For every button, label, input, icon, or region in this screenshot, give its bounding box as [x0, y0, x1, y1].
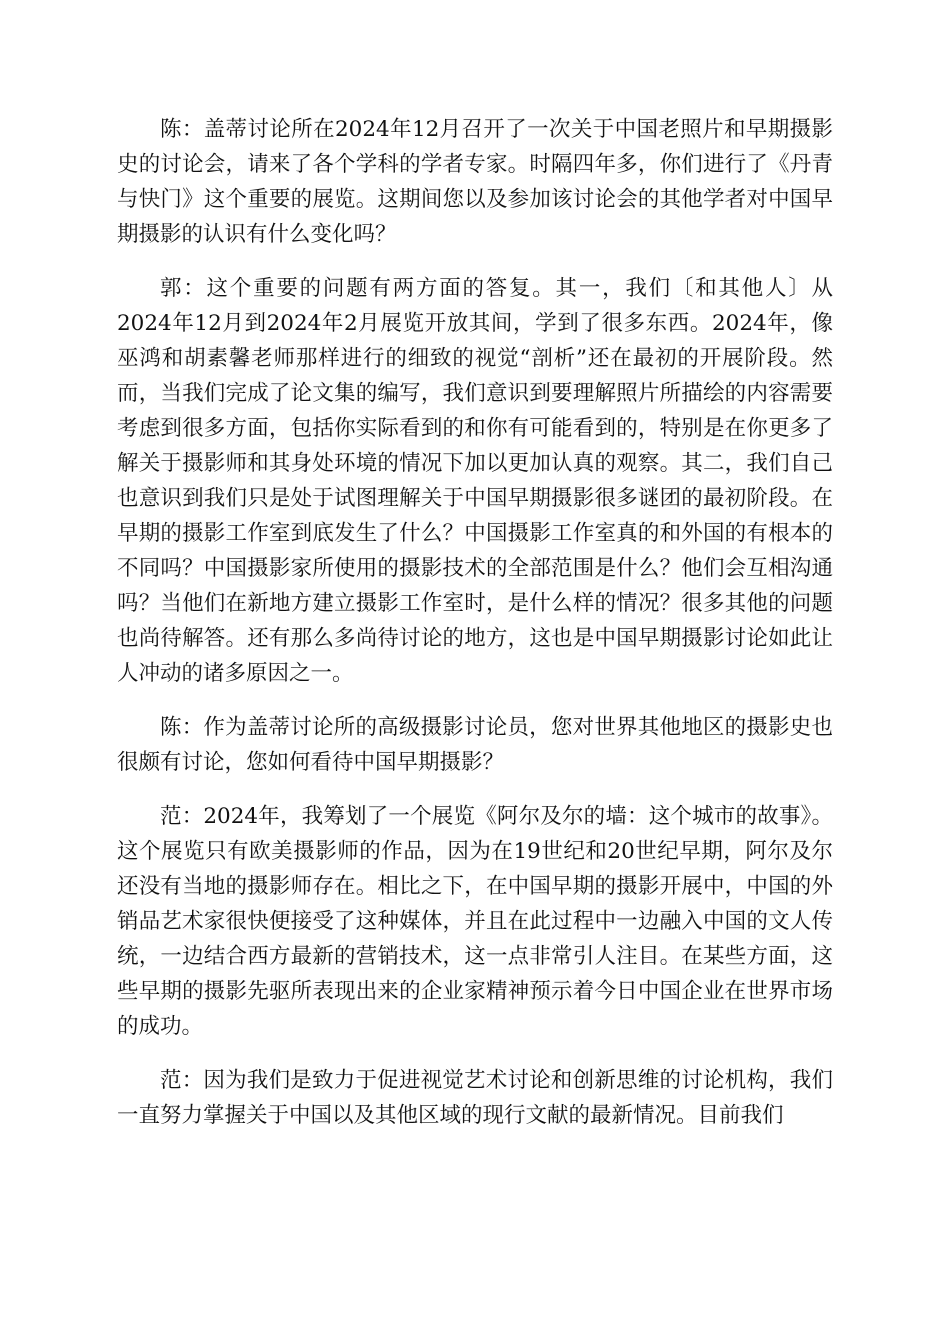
paragraph-chen-question-1: 陈：盖蒂讨论所在2024年12月召开了一次关于中国老照片和早期摄影史的讨论会，请来了各个学科的学者专家。时隔四年多，你们进行了《丹青与快门》这个重要的展览。这期间您以及参加该讨论会的其他学者对中国早期摄影的认识有什么变化吗？ [117, 117, 833, 247]
paragraph-guo-answer: 郭：这个重要的问题有两方面的答复。其一，我们〔和其他人〕从2024年12月到2024年2月展览开放其间，学到了很多东西。2024年，像巫鸿和胡素馨老师那样进行的细致的视觉“剖析”还在最初的开展阶段。然而，当我们完成了论文集的编写，我们意识到要理解照片所描绘的内容需要考虑到很多方面，包括你实际看到的和你有可能看到的，特别是在你更多了解关于摄影师和其身处环境的情况下加以更加认真的观察。其二，我们自己也意识到我们只是处于试图理解关于中国早期摄影很多谜团的最初阶段。在早期的摄影工作室到底发生了什么？中国摄影工作室真的和外国的有根本的不同吗？中国摄影家所使用的摄影技术的全部范围是什么？他们会互相沟通吗？当他们在新地方建立摄影工作室时，是什么样的情况？很多其他的问题也尚待解答。还有那么多尚待讨论的地方，这也是中国早期摄影讨论如此让人冲动的诸多原因之一。 [117, 276, 833, 686]
paragraph-fan-answer-2: 范：因为我们是致力于促进视觉艺术讨论和创新思维的讨论机构，我们一直努力掌握关于中国以及其他区域的现行文献的最新情况。目前我们 [117, 1068, 833, 1128]
document-page [117, 112, 833, 1152]
paragraph-chen-question-2: 陈：作为盖蒂讨论所的高级摄影讨论员，您对世界其他地区的摄影史也很颇有讨论，您如何看待中国早期摄影？ [117, 715, 833, 775]
paragraph-fan-answer-1: 范：2024年，我筹划了一个展览《阿尔及尔的墙：这个城市的故事》。这个展览只有欧美摄影师的作品，因为在19世纪和20世纪早期，阿尔及尔还没有当地的摄影师存在。相比之下，在中国早期的摄影开展中，中国的外销品艺术家很快便接受了这种媒体，并且在此过程中一边融入中国的文人传统，一边结合西方最新的营销技术，这一点非常引人注目。在某些方面，这些早期的摄影先驱所表现出来的企业家精神预示着今日中国企业在世界市场的成功。 [117, 804, 833, 1039]
